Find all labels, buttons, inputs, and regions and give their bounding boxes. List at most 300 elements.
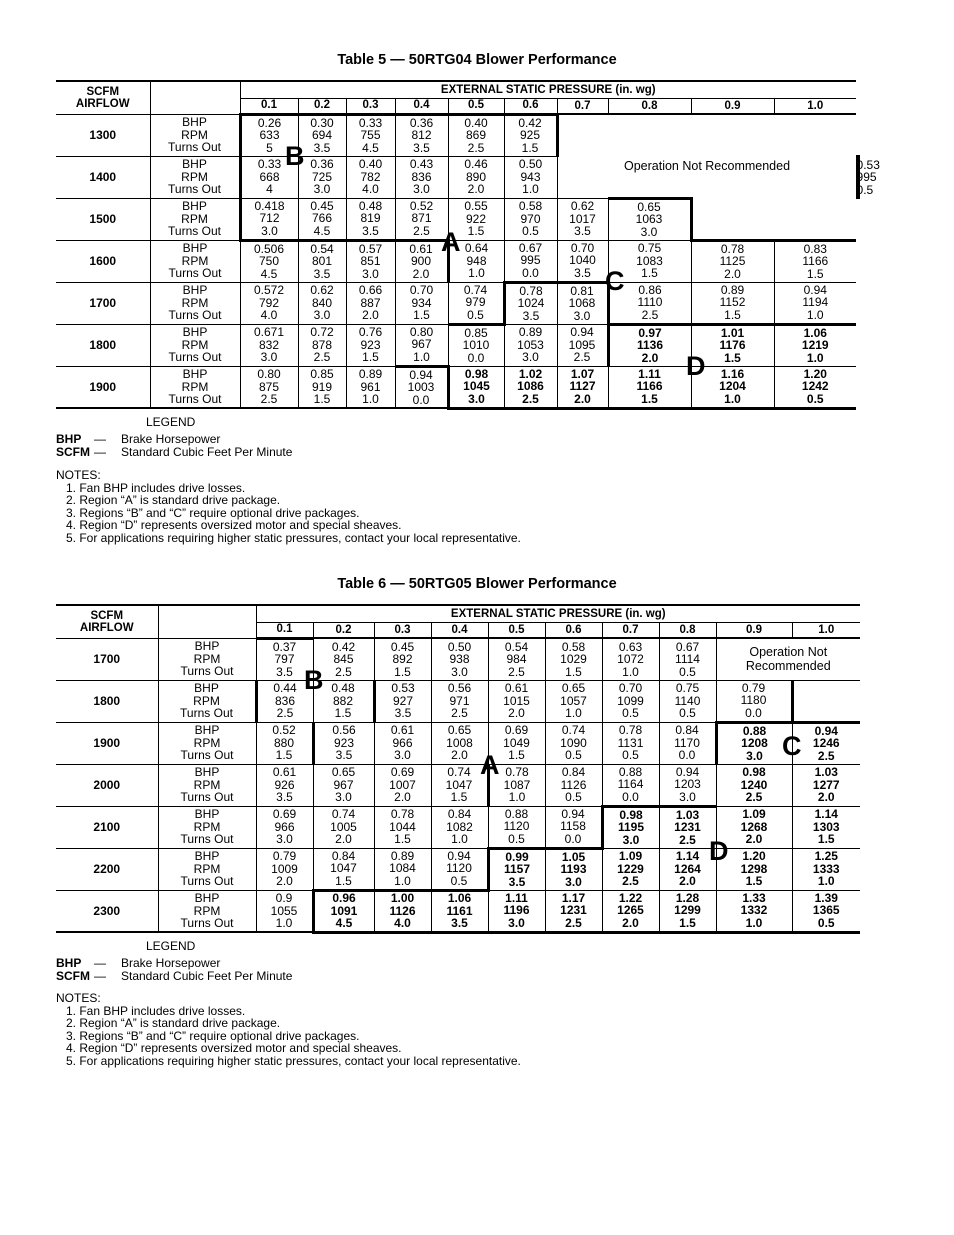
rpm-value: 1303 xyxy=(812,819,840,834)
turns-out-value: 4.5 xyxy=(362,140,379,155)
turns-out-value: 1.5 xyxy=(313,392,331,406)
bhp-value: 0.96 xyxy=(332,891,356,906)
data-cell xyxy=(545,890,602,932)
note-item: 5. For applications requiring higher static pressures, contact your local representative. xyxy=(66,530,521,545)
data-cell xyxy=(448,114,504,156)
row-label: BHP xyxy=(194,849,220,864)
rpm-value: 832 xyxy=(258,337,280,352)
operation-not-recommended xyxy=(716,638,860,680)
turns-out-value: 2.0 xyxy=(817,790,835,805)
row-labels xyxy=(158,638,256,680)
turns-out-value: 3.5 xyxy=(335,748,353,763)
row-labels xyxy=(158,722,256,764)
data-cell xyxy=(374,764,431,806)
data-cell xyxy=(557,198,608,240)
data-cell xyxy=(240,366,298,408)
turns-out-value: 1.0 xyxy=(724,391,741,406)
bhp-value: 0.671 xyxy=(253,325,285,340)
rpm-value: 840 xyxy=(311,295,333,310)
rpm-value: 1007 xyxy=(389,777,416,792)
data-cell xyxy=(504,240,557,282)
bhp-value: 0.99 xyxy=(505,849,529,864)
data-cell xyxy=(298,324,346,366)
note-item: 2. Region “A” is standard drive package. xyxy=(66,493,281,508)
turns-out-value: 2.5 xyxy=(467,140,485,155)
rpm-value: 1083 xyxy=(636,253,663,268)
rpm-value: 1063 xyxy=(635,212,663,227)
rpm-value: 926 xyxy=(274,777,295,792)
data-cell xyxy=(716,680,792,722)
data-cell xyxy=(448,156,504,198)
rpm-value: 1203 xyxy=(674,777,701,792)
data-cell xyxy=(545,680,602,722)
note-item: 3. Regions “B” and “C” require optional drive packages. xyxy=(66,1028,360,1043)
bhp-value: 1.06 xyxy=(447,891,472,906)
row-label: Turns Out xyxy=(168,392,222,406)
bhp-value: 1.09 xyxy=(618,849,643,864)
rpm-value: 1140 xyxy=(674,693,701,708)
rpm-value: 712 xyxy=(259,211,280,226)
data-cell xyxy=(256,722,313,764)
data-cell xyxy=(716,764,792,806)
data-cell xyxy=(374,806,431,848)
bhp-value: 0.98 xyxy=(742,765,766,780)
bhp-value: 0.75 xyxy=(675,681,700,696)
row-label: Turns Out xyxy=(168,308,222,323)
bhp-value: 0.48 xyxy=(358,198,383,213)
data-cell xyxy=(346,282,395,324)
table-row xyxy=(56,282,859,324)
legend-item-bhp: BHP — Brake Horsepower xyxy=(56,956,221,970)
turns-out-value: 4.5 xyxy=(260,266,278,281)
data-cell xyxy=(346,366,395,408)
turns-out-value: 2.5 xyxy=(679,832,696,847)
bhp-value: 1.03 xyxy=(814,765,838,780)
rpm-value: 1029 xyxy=(560,652,587,666)
turns-out-value: 1.0 xyxy=(806,307,824,322)
data-cell xyxy=(659,806,716,848)
turns-out-value: 4 xyxy=(266,182,273,197)
turns-out-value: 0.0 xyxy=(622,789,639,804)
turns-out-value: 1.5 xyxy=(394,832,411,847)
bhp-value: 1.39 xyxy=(814,890,838,905)
bhp-value: 0.65 xyxy=(561,681,586,696)
rpm-value: 792 xyxy=(258,295,280,310)
data-cell xyxy=(313,722,374,764)
turns-out-value: 2.5 xyxy=(622,874,639,889)
note-item: 4. Region “D” represents oversized motor and special sheaves. xyxy=(66,518,402,533)
data-cell xyxy=(504,156,557,198)
bhp-value: 0.94 xyxy=(675,764,700,779)
bhp-value: 0.48 xyxy=(331,681,355,696)
bhp-value: 0.61 xyxy=(272,765,297,780)
bhp-value: 0.62 xyxy=(570,199,595,214)
data-cell xyxy=(374,890,431,932)
rpm-value: 970 xyxy=(520,211,541,226)
data-cell xyxy=(774,240,856,282)
row-label: RPM xyxy=(193,861,221,876)
turns-out-value: 2.5 xyxy=(260,392,278,406)
data-cell xyxy=(488,848,545,890)
data-cell xyxy=(504,282,557,324)
data-cell xyxy=(395,156,448,198)
turns-out-value: 4.0 xyxy=(362,182,379,197)
turns-out-value: 0.5 xyxy=(565,748,582,763)
data-cell xyxy=(716,722,792,764)
turns-out-value: 3.5 xyxy=(522,308,540,323)
data-cell xyxy=(298,240,346,282)
scfm-value: 2000 xyxy=(56,764,158,806)
bhp-value: 0.572 xyxy=(253,283,285,298)
note-item: 1. Fan BHP includes drive losses. xyxy=(66,480,246,495)
data-cell xyxy=(395,324,448,366)
rpm-value: 995 xyxy=(520,253,541,268)
rpm-value: 1017 xyxy=(569,211,596,226)
turns-out-value: 1.5 xyxy=(413,308,430,323)
data-cell xyxy=(659,764,716,806)
data-cell xyxy=(313,890,374,932)
bhp-value: 0.65 xyxy=(331,765,356,780)
turns-out-value: 2.5 xyxy=(745,790,763,805)
turns-out-value: 2.5 xyxy=(413,223,430,238)
rpm-value: 1264 xyxy=(674,861,701,876)
rpm-value: 1120 xyxy=(446,861,472,876)
row-label: BHP xyxy=(194,723,220,738)
data-cell xyxy=(431,638,488,680)
turns-out-value: 1.5 xyxy=(467,224,485,239)
bhp-value: 0.76 xyxy=(358,325,383,340)
data-cell xyxy=(313,764,374,806)
row-label: BHP xyxy=(182,325,208,340)
bhp-value: 1.09 xyxy=(742,807,766,822)
scfm-value: 2300 xyxy=(56,890,158,932)
header-blank xyxy=(150,81,240,114)
bhp-value: 0.54 xyxy=(504,639,529,654)
bhp-value: 0.88 xyxy=(618,764,643,779)
row-labels xyxy=(150,282,240,324)
data-cell xyxy=(856,156,880,198)
turns-out-value: 1.5 xyxy=(508,748,525,763)
turns-out-value: 3.5 xyxy=(362,223,379,238)
rpm-value: 1166 xyxy=(802,254,829,269)
turns-out-value: 2.0 xyxy=(622,915,639,930)
region-b-label: B xyxy=(285,141,305,171)
turns-out-value: 0.5 xyxy=(806,391,824,406)
turns-out-value: 3.0 xyxy=(335,790,352,805)
rpm-value: 887 xyxy=(360,295,381,310)
data-cell xyxy=(374,680,431,722)
data-cell xyxy=(431,848,488,890)
rpm-value: 812 xyxy=(411,128,432,143)
data-cell xyxy=(346,240,395,282)
rpm-value: 1131 xyxy=(617,735,644,750)
bhp-value: 0.69 xyxy=(504,723,529,738)
data-cell xyxy=(774,282,856,324)
bhp-value: 0.43 xyxy=(409,157,434,172)
row-labels xyxy=(150,198,240,240)
row-label: BHP xyxy=(194,891,220,905)
bhp-value: 0.56 xyxy=(447,681,472,696)
rpm-value: 927 xyxy=(392,693,414,708)
turns-out-value: 0.5 xyxy=(679,706,696,721)
rpm-value: 633 xyxy=(259,128,280,143)
row-labels xyxy=(158,848,256,890)
data-cell xyxy=(602,764,659,806)
bhp-value: 0.70 xyxy=(570,240,595,255)
turns-out-value: 4.5 xyxy=(335,916,353,931)
bhp-value: 0.97 xyxy=(638,325,662,340)
turns-out-value: 1.5 xyxy=(745,874,763,889)
bhp-value: 0.74 xyxy=(331,807,356,822)
rpm-value: 1082 xyxy=(446,819,473,834)
onr-text: Operation Not Recommended xyxy=(745,645,831,674)
turns-out-value: 1.0 xyxy=(275,916,293,930)
data-cell xyxy=(298,282,346,324)
turns-out-value: 1.5 xyxy=(335,873,352,888)
bhp-value: 1.14 xyxy=(675,849,700,864)
data-cell xyxy=(346,324,395,366)
row-label: RPM xyxy=(193,819,221,834)
rpm-value: 1365 xyxy=(812,903,840,918)
scfm-value: 1400 xyxy=(56,156,150,198)
rpm-value: 1229 xyxy=(617,861,644,876)
rpm-value: 845 xyxy=(333,652,354,666)
turns-out-value: 0.5 xyxy=(450,873,468,888)
rpm-value: 1176 xyxy=(719,338,746,353)
turns-out-value: 2.5 xyxy=(313,350,331,365)
turns-out-value: 3.0 xyxy=(679,789,696,804)
bhp-value: 0.53 xyxy=(391,681,415,696)
rpm-value: 1164 xyxy=(617,777,644,792)
scfm-value: 2200 xyxy=(56,848,158,890)
row-labels xyxy=(158,764,256,806)
bhp-value: 1.17 xyxy=(561,890,586,905)
bhp-value: 0.84 xyxy=(331,848,356,863)
rpm-value: 1161 xyxy=(446,903,473,918)
rpm-value: 1047 xyxy=(330,861,357,876)
data-cell xyxy=(608,324,691,366)
region-c-label: C xyxy=(605,266,625,296)
data-cell xyxy=(792,806,860,848)
rpm-value: 1231 xyxy=(674,820,701,835)
empty-cell xyxy=(792,680,860,722)
bhp-value: 0.42 xyxy=(518,115,542,130)
turns-out-value: 3.0 xyxy=(413,182,430,197)
rpm-value: 797 xyxy=(274,652,295,667)
bhp-value: 1.20 xyxy=(803,366,827,381)
turns-out-value: 2.5 xyxy=(641,307,659,322)
rpm-value: 1196 xyxy=(503,903,530,918)
row-label: RPM xyxy=(181,211,208,226)
bhp-value: 0.89 xyxy=(720,282,745,297)
bhp-value: 0.83 xyxy=(803,241,827,256)
rpm-value: 1047 xyxy=(445,777,473,792)
rpm-value: 1053 xyxy=(517,337,544,352)
data-cell xyxy=(448,366,504,408)
data-cell xyxy=(448,324,504,366)
turns-out-value: 2.0 xyxy=(679,874,696,889)
bhp-value: 0.66 xyxy=(358,283,383,298)
data-cell xyxy=(602,722,659,764)
column-header-esp: 0.9 xyxy=(691,98,774,114)
data-cell xyxy=(691,282,774,324)
row-label: RPM xyxy=(181,295,209,310)
row-labels xyxy=(150,156,240,198)
turns-out-value: 0.5 xyxy=(679,664,696,679)
rpm-value: 892 xyxy=(392,652,413,666)
data-cell xyxy=(792,848,860,890)
region-a-label: A xyxy=(480,750,500,780)
table-row xyxy=(56,722,860,764)
column-header-esp: 0.7 xyxy=(557,98,608,114)
data-cell xyxy=(557,240,608,282)
bhp-value: 0.65 xyxy=(447,723,472,738)
bhp-value: 0.78 xyxy=(390,807,415,822)
scfm-value: 1700 xyxy=(56,638,158,680)
bhp-value: 0.79 xyxy=(741,680,766,695)
bhp-value: 0.56 xyxy=(332,723,356,738)
header-blank xyxy=(158,605,256,638)
row-label: RPM xyxy=(193,903,221,918)
turns-out-value: 3.0 xyxy=(451,664,468,679)
turns-out-value: 1.5 xyxy=(641,266,658,281)
turns-out-value: 2.0 xyxy=(451,748,468,763)
empty-cell xyxy=(691,198,856,240)
bhp-value: 1.22 xyxy=(618,890,643,905)
rpm-value: 967 xyxy=(411,337,432,352)
turns-out-value: 2.5 xyxy=(565,915,582,930)
bhp-value: 0.84 xyxy=(447,807,472,822)
row-label: Turns Out xyxy=(168,140,221,155)
rpm-value: 750 xyxy=(258,254,280,269)
bhp-value: 0.70 xyxy=(618,681,643,696)
rpm-value: 979 xyxy=(465,295,486,310)
row-labels xyxy=(150,240,240,282)
data-cell xyxy=(602,848,659,890)
data-cell xyxy=(545,722,602,764)
bhp-value: 0.26 xyxy=(257,115,282,130)
note-item: 3. Regions “B” and “C” require optional drive packages. xyxy=(66,505,360,520)
data-cell xyxy=(488,806,545,848)
bhp-value: 0.506 xyxy=(253,241,285,256)
data-cell xyxy=(431,680,488,722)
table-row xyxy=(56,324,859,366)
data-cell xyxy=(374,848,431,890)
table6-blower-performance xyxy=(56,604,860,934)
turns-out-value: 1.0 xyxy=(451,832,468,847)
bhp-value: 0.88 xyxy=(742,723,767,738)
data-cell xyxy=(545,638,602,680)
bhp-value: 0.72 xyxy=(310,325,334,340)
row-label: Turns Out xyxy=(180,748,234,763)
data-cell xyxy=(792,890,860,932)
data-cell xyxy=(298,114,346,156)
rpm-value: 1110 xyxy=(637,295,663,310)
column-header-esp: 0.7 xyxy=(602,622,659,638)
turns-out-value: 3.5 xyxy=(276,664,293,679)
data-cell xyxy=(602,806,659,848)
turns-out-value: 0.0 xyxy=(678,748,696,763)
region-b-label: B xyxy=(304,665,324,695)
bhp-value: 0.94 xyxy=(570,325,594,340)
rpm-value: 971 xyxy=(449,693,470,708)
scfm-value: 1700 xyxy=(56,282,150,324)
turns-out-value: 3.5 xyxy=(574,224,591,239)
turns-out-value: 3.5 xyxy=(413,140,430,155)
table6-legend xyxy=(56,940,456,990)
data-cell xyxy=(557,324,608,366)
table-row xyxy=(56,806,860,848)
turns-out-value: 2.0 xyxy=(641,350,659,365)
row-label: BHP xyxy=(182,283,208,298)
turns-out-value: 3.0 xyxy=(261,223,278,238)
row-label: BHP xyxy=(194,681,219,696)
rpm-value: 943 xyxy=(520,169,541,184)
rpm-value: 923 xyxy=(333,735,355,750)
header-esp: EXTERNAL STATIC PRESSURE (in. wg) xyxy=(256,605,860,622)
rpm-value: 1010 xyxy=(462,338,490,353)
turns-out-value: 1.5 xyxy=(724,307,741,322)
scfm-value: 2100 xyxy=(56,806,158,848)
turns-out-value: 3.0 xyxy=(622,832,640,847)
row-label: Turns Out xyxy=(168,266,222,281)
region-c-label: C xyxy=(782,731,802,761)
rpm-value: 925 xyxy=(519,128,541,143)
turns-out-value: 1.5 xyxy=(806,266,824,281)
turns-out-value: 3.5 xyxy=(313,266,331,281)
table-row xyxy=(56,366,859,408)
bhp-value: 0.78 xyxy=(618,723,643,738)
bhp-value: 0.84 xyxy=(561,765,586,780)
row-labels xyxy=(150,366,240,408)
row-label: RPM xyxy=(181,337,209,352)
data-cell xyxy=(504,324,557,366)
bhp-value: 0.57 xyxy=(358,241,383,256)
rpm-value: 1044 xyxy=(389,819,416,834)
turns-out-value: 0.0 xyxy=(564,831,582,846)
bhp-value: 1.06 xyxy=(803,325,827,340)
rpm-value: 1170 xyxy=(674,735,700,750)
scfm-value: 1800 xyxy=(56,680,158,722)
rpm-value: 851 xyxy=(360,254,381,269)
turns-out-value: 2.5 xyxy=(817,748,835,763)
table-row xyxy=(56,764,860,806)
rpm-value: 1125 xyxy=(719,254,746,269)
turns-out-value: 2.5 xyxy=(522,391,539,406)
row-label: Turns Out xyxy=(180,790,234,805)
rpm-value: 1157 xyxy=(503,862,531,877)
column-header-esp: 0.4 xyxy=(431,622,488,638)
turns-out-value: 1.0 xyxy=(522,182,539,197)
turns-out-value: 0.5 xyxy=(565,790,582,805)
rpm-value: 801 xyxy=(311,254,333,269)
row-label: Turns Out xyxy=(180,664,234,679)
data-cell xyxy=(431,890,488,932)
rpm-value: 1095 xyxy=(568,337,596,352)
row-label: RPM xyxy=(181,379,209,394)
bhp-value: 1.14 xyxy=(814,807,838,822)
rpm-value: 1090 xyxy=(560,735,587,750)
column-header-esp: 0.8 xyxy=(659,622,716,638)
bhp-value: 0.9 xyxy=(275,891,293,905)
rpm-value: 1193 xyxy=(560,862,587,877)
bhp-value: 0.64 xyxy=(464,241,489,256)
rpm-value: 1008 xyxy=(446,735,473,750)
region-a-label: A xyxy=(441,227,461,257)
bhp-value: 0.89 xyxy=(358,367,383,381)
bhp-value: 0.69 xyxy=(272,807,297,822)
bhp-value: 0.46 xyxy=(464,157,488,172)
